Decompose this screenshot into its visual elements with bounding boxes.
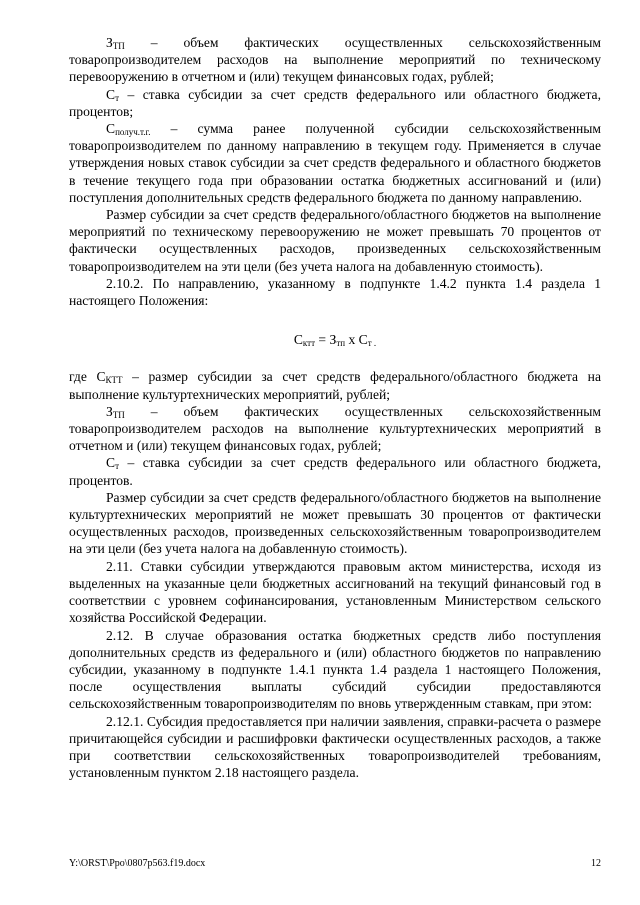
paragraph-limit-30: Размер субсидии за счет средств федерального/областного бюджетов на выполнение культуртехнических мероприятий не может превышать 30 процентов от фактически осуществленных расходов, произведенных сельскохозяйственным товаропроизводителем на эти цели (без учета налога на добавленную стоимость).	[69, 489, 601, 557]
definition-st-2: $С_т$ – ставка субсидии за счет средств федерального или областного бюджета, процентов.	[69, 455, 601, 488]
paragraph-2-11: 2.11. Ставки субсидии утверждаются правовым актом министерства, исходя из выделенных на указанные цели бюджетных ассигнований на текущий финансовый год в соответствии с уровнем софинансирования, установленным Министерством сельского хозяйства Российской Федерации.	[69, 558, 601, 626]
definition-sktt: где $С_{КТТ}$ – размер субсидии за счет средств федерального/областного бюджета на выполнение культуртехнических мероприятий, рублей;	[69, 369, 601, 402]
document-page	[69, 34, 601, 781]
paragraph-limit-70: Размер субсидии за счет средств федерального/областного бюджетов на выполнение мероприятий по техническому перевооружению не может превышать 70 процентов от фактически осуществленных расходов, произведенных сельскохозяйственным товаропроизводителем на эти цели (без учета налога на добавленную стоимость).	[69, 207, 601, 274]
definition-zpt-2: $З_{ТП}$ – объем фактических осуществленных сельскохозяйственным товаропроизводителем расходов на выполнение культуртехнических мероприятий в отчетном и (или) текущем финансовых годах, рублей;	[69, 403, 601, 454]
page-footer	[69, 858, 601, 869]
definition-spoluch: $С_{получ.т.г.}$ – сумма ранее полученной субсидии сельскохозяйственным товаропроизводителем по данному направлению в текущем году. Применяется в случае утверждения новых ставок субсидии за счет средств федерального и областного бюджетов в течение текущего года при образовании остатка бюджетных ассигнований и (или) поступления дополнительных средств федерального бюджета по данному направлению.	[69, 121, 601, 205]
paragraph-2-12: 2.12. В случае образования остатка бюджетных средств либо поступления дополнительных средств из федерального и (или) областного бюджетов по направлению субсидии, указанному в подпункте 1.4.1 пункта 1.4 раздела 1 настоящего Положения, после осуществления выплаты субсидий субсидии предоставляются сельскохозяйственным товаропроизводителям по вновь утвержденным ставкам, при этом:	[69, 627, 601, 712]
formula: $С_{ктт} = З_{тп}$ х $С_{т .}$	[293, 332, 377, 349]
paragraph-2-10-2: 2.10.2. По направлению, указанному в подпункте 1.4.2 пункта 1.4 раздела 1 настоящего Положения:	[69, 275, 601, 309]
definition-st: $С_т$ – ставка субсидии за счет средств федерального или областного бюджета, процентов;	[69, 86, 601, 119]
paragraph-2-12-1: 2.12.1. Субсидия предоставляется при наличии заявления, справки-расчета о размере причитающейся субсидии и расшифровки фактически осуществленных расходов, а также при соответствии сельскохозяйственных товаропроизводителей требованиям, установленным пунктом 2.18 настоящего раздела.	[69, 713, 601, 781]
page-number: 12	[591, 858, 601, 869]
file-path: Y:\ORST\Ppo\0807p563.f19.docx	[69, 858, 206, 869]
definition-zpt: $З_{ТП}$ – объем фактических осуществленных сельскохозяйственным товаропроизводителем расходов на выполнение мероприятий по техническому перевооружению в отчетном и (или) текущем финансовых годах, рублей;	[69, 35, 601, 85]
